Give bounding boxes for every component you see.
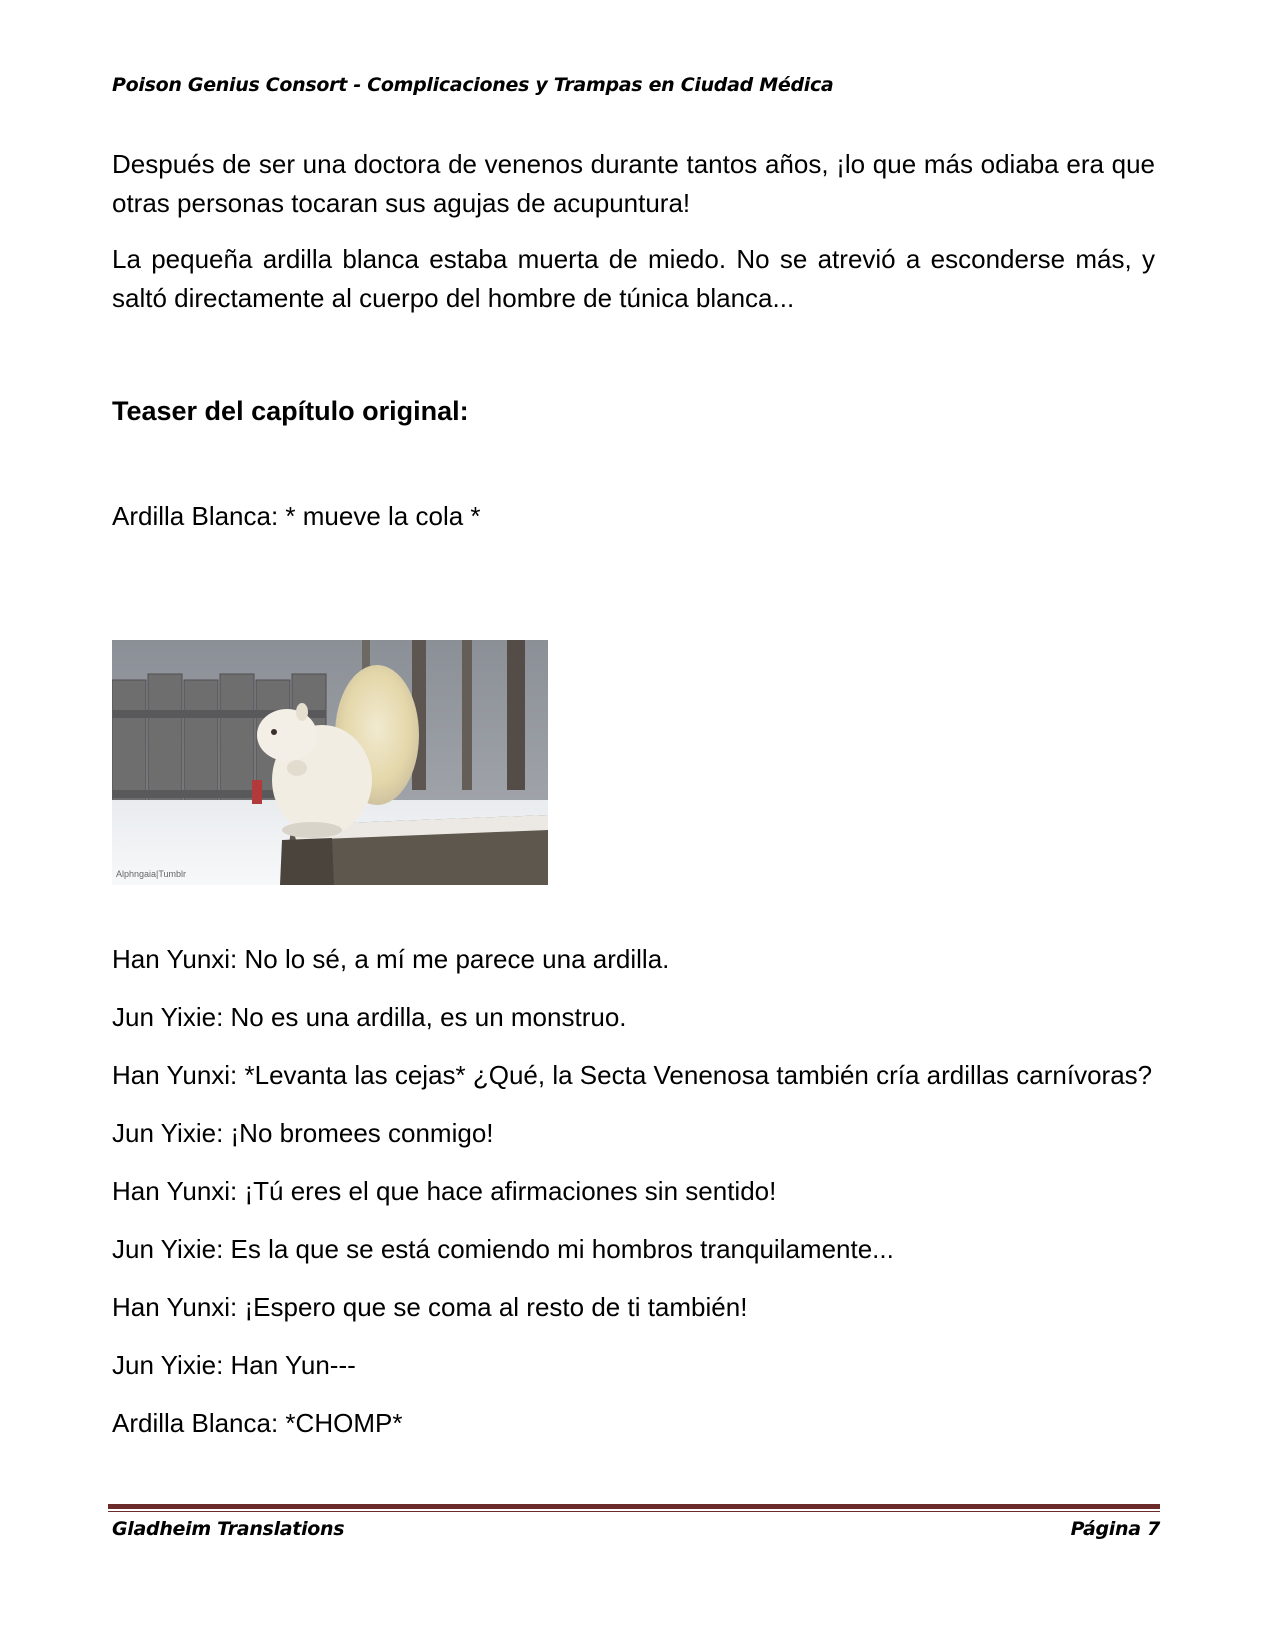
intro-line: Ardilla Blanca: * mueve la cola * [112, 501, 481, 531]
footer-divider [108, 1504, 1160, 1512]
photo-watermark: Alphngaia|Tumblr [116, 869, 187, 879]
dialogue-list [112, 940, 1155, 1443]
footer-publisher: Gladheim Translations [112, 1518, 345, 1540]
squirrel-photo [112, 640, 548, 885]
dialogue-line: Han Yunxi: *Levanta las cejas* ¿Qué, la Secta Venenosa también cría ardillas carnívoras? [112, 1060, 1153, 1090]
dialogue-line: Ardilla Blanca: *CHOMP* [112, 1408, 403, 1438]
page-number: Página 7 [1070, 1518, 1160, 1540]
dialogue-line: Jun Yixie: Han Yun--- [112, 1350, 356, 1380]
paragraph: La pequeña ardilla blanca estaba muerta de miedo. No se atrevió a esconderse más, y saltó directamente al cuerpo del hombre de túnica blanca... [112, 244, 1155, 313]
dialogue-line: Han Yunxi: No lo sé, a mí me parece una ardilla. [112, 944, 670, 974]
teaser-heading: Teaser del capítulo original: [112, 396, 469, 426]
dialogue-line: Han Yunxi: ¡Tú eres el que hace afirmaciones sin sentido! [112, 1176, 777, 1206]
dialogue-line: Han Yunxi: ¡Espero que se coma al resto de ti también! [112, 1292, 748, 1322]
page-body [112, 145, 1155, 536]
dialogue-line: Jun Yixie: No es una ardilla, es un monstruo. [112, 1002, 627, 1032]
page-header: Poison Genius Consort - Complicaciones y Trampas en Ciudad Médica [112, 74, 834, 96]
dialogue-line: Jun Yixie: ¡No bromees conmigo! [112, 1118, 494, 1148]
dialogue-line: Jun Yixie: Es la que se está comiendo mi hombros tranquilamente... [112, 1234, 894, 1264]
paragraph: Después de ser una doctora de venenos durante tantos años, ¡lo que más odiaba era que otras personas tocaran sus agujas de acupuntura! [112, 149, 1155, 218]
